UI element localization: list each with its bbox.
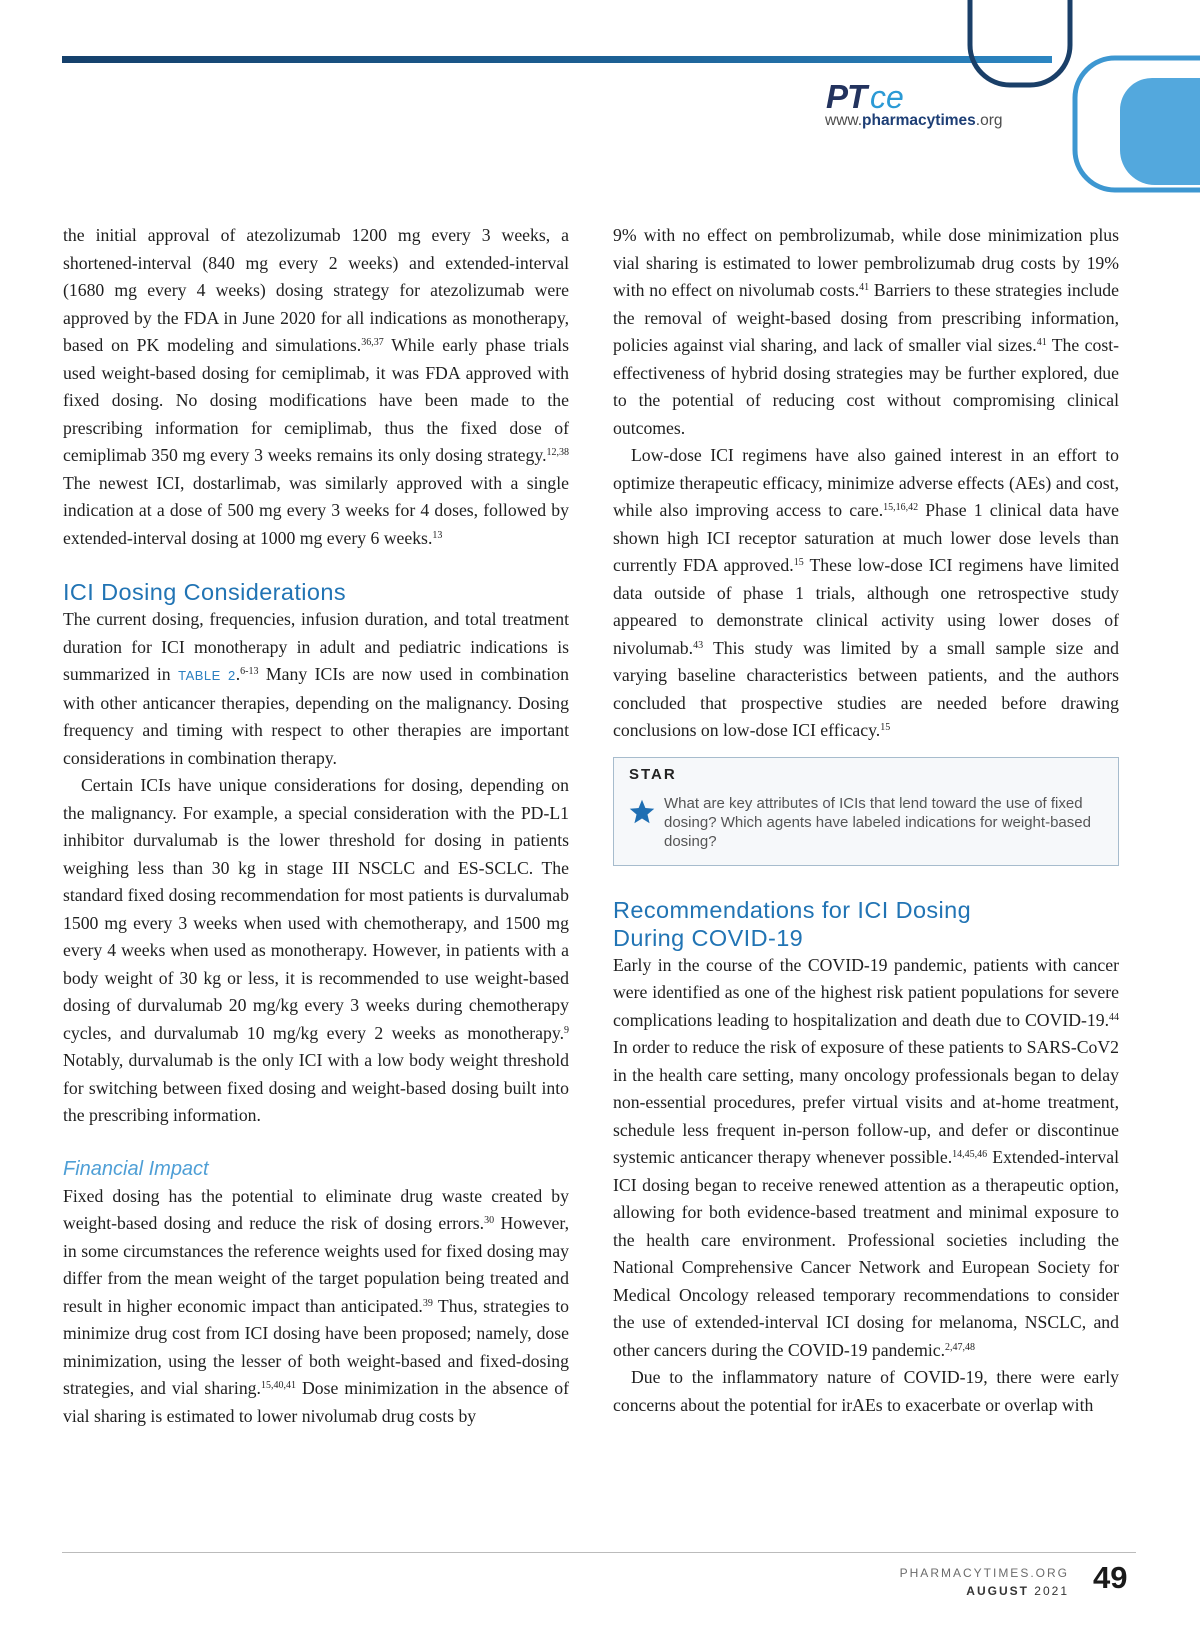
logo-ce: ce xyxy=(870,79,904,115)
star-title: STAR xyxy=(629,765,677,783)
table-2-link[interactable]: TABLE 2 xyxy=(178,668,236,683)
ptce-logo xyxy=(820,78,1030,136)
footer-date: AUGUST 2021 xyxy=(966,1584,1069,1598)
page-number: 49 xyxy=(1093,1560,1128,1595)
star-callout-box xyxy=(613,757,1119,866)
header-bar xyxy=(62,56,1052,63)
logo-url: www.pharmacytimes.org xyxy=(825,112,1003,129)
paragraph: Fixed dosing has the potential to eliminate drug waste created by weight-based dosing and reduce the risk of dosing errors.$^{30}$ However, in some circumstances the reference weights used for fixed dosing may differ from the mean weight of the target population being treated and result in higher economic impact than anticipated.$^{39}$ Thus, strategies to minimize drug cost from ICI dosing have been proposed; namely, dose minimization, using the lesser of both weight-based and fixed-dosing strategies, and vial sharing.$^{15,40,41}$ Dose minimization in the absence of vial sharing is estimated to lower nivolumab drug costs by xyxy=(63,1185,570,1426)
section-heading-considerations: ICI Dosing Considerations xyxy=(63,579,346,605)
paragraph: Certain ICIs have unique considerations for dosing, depending on the malignancy. For example, a special consideration with the PD-L1 inhibitor durvalumab is the lower threshold for dosing in patients weighing less than 30 kg in stage III NSCLC and ES-SCLC. The standard fixed dosing recommendation for most patients is durvalumab 1500 mg every 3 weeks when used with chemotherapy, and 1500 mg every 4 weeks when used as monotherapy. However, in patients with a body weight of 30 kg or less, it is recommended to use weight-based dosing of durvalumab 20 mg/kg every 3 weeks during chemotherapy cycles, and durvalumab 10 mg/kg every 2 weeks as monotherapy.$^9$ Notably, durvalumab is the only ICI with a low body weight threshold for switching between fixed dosing and weight-based dosing built into the prescribing information. xyxy=(63,775,569,1125)
footer-site: PHARMACYTIMES.ORG xyxy=(899,1566,1069,1580)
paragraph: Early in the course of the COVID-19 pandemic, patients with cancer were identified as one of the highest risk patient populations for severe complications leading to hospitalization and death due to COVID-19.44 In order to reduce the risk of exposure of these patients to SARS-CoV2 in the health care setting, many oncology professionals began to delay non-essential procedures, prefer virtual visits and at-home treatment, schedule less frequent in-person follow-up, and defer or discontinue systemic anticancer therapy whenever possible.$^{14,45,46}$ Extended-interval ICI dosing began to receive renewed attention as a therapeutic option, allowing for both evidence-based treatment and minimal exposure to the health care environment. Professional societies including the National Comprehensive Cancer Network and European Society for Medical Oncology released temporary recommendations to consider the use of extended-interval ICI dosing for melanoma, NSCLC, and other cancers during the COVID-19 pandemic.$^{2,47,48}$ xyxy=(613,954,1119,1360)
section-heading-covid: Recommendations for ICI Dosing During COVID-19 xyxy=(613,896,972,951)
star-icon xyxy=(628,798,656,826)
paragraph: Low-dose ICI regimens have also gained interest in an effort to optimize therapeutic efficacy, minimize adverse effects (AEs) and cost, while also improving access to care.$^{15,16,42}$ Phase 1 clinical data have shown high ICI receptor saturation at much lower dose levels than currently FDA approved.$^{15}$ These low-dose ICI regimens have limited data outside of phase 1 trials, although one retrospective study appeared to demonstrate clinical activity using lower doses of nivolumab.$^{43}$ This study was limited by a small sample size and varying baseline characteristics between patients, and the authors concluded that prospective studies are needed before drawing conclusions on low-dose ICI efficacy.$^{15}$ xyxy=(613,445,1120,740)
star-question: What are key attributes of ICIs that lend toward the use of fixed dosing? Which agents have labeled indications for weight-based dosing? xyxy=(664,794,1091,850)
left-column xyxy=(63,222,569,1430)
paragraph: the initial approval of atezolizumab 1200 mg every 3 weeks, a shortened-interval (840 mg every 2 weeks) and extended-interval (1680 mg every 4 weeks) dosing strategy for atezolizumab were approved by the FDA in June 2020 for all indications as monotherapy, based on PK modeling and simulations.$^{36,37}$ While early phase trials used weight-based dosing for cemiplimab, it was FDA approved with fixed dosing. No dosing modifications have been made to the prescribing information for cemiplimab, thus the fixed dose of cemiplimab 350 mg every 3 weeks remains its only dosing strategy.$^{12,38}$ The newest ICI, dostarlimab, was similarly approved with a single indication at a dose of 500 mg every 3 weeks for 4 doses, followed by extended-interval dosing at 1000 mg every 6 weeks.$^{13}$ xyxy=(63,225,569,548)
logo-pt: PT xyxy=(826,78,867,115)
paragraph: The current dosing, frequencies, infusion duration, and total treatment duration for ICI monotherapy in adult and pediatric indications is summarized in TABLE 2.$^{6-13}$ Many ICIs are now used in combination with other anticancer therapies, depending on the malignancy. Dosing frequency and timing with respect to other therapies are important considerations in combination therapy. xyxy=(63,609,569,768)
paragraph: 9% with no effect on pembrolizumab, while dose minimization plus vial sharing is estimated to lower pembrolizumab drug costs by 19% with no effect on nivolumab costs.$^{41}$ Barriers to these strategies include the removal of weight-based dosing from prescribing information, policies against vial sharing, and lack of smaller vial sizes.$^{41}$ The cost-effectiveness of hybrid dosing strategies may be further explored, due to the potential of reducing cost without compromising clinical outcomes. xyxy=(613,225,1120,438)
paragraph: Due to the inflammatory nature of COVID-19, there were early concerns about the potential for irAEs to exacerbate or overlap with xyxy=(613,1367,1119,1415)
subsection-heading-financial: Financial Impact xyxy=(63,1157,209,1180)
right-column xyxy=(613,222,1119,1419)
footer-divider xyxy=(62,1552,1136,1553)
